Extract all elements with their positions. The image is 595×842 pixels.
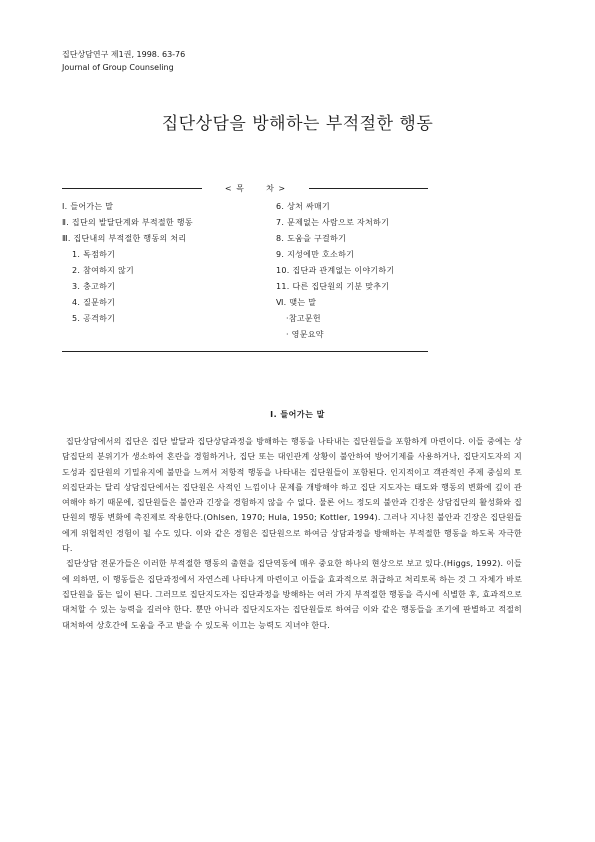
toc-item: 9. 지성에만 호소하기 xyxy=(276,250,355,259)
toc-item: 5. 공격하기 xyxy=(72,314,116,323)
toc-item: 11. 다른 집단원의 기분 맞추기 xyxy=(276,282,390,291)
toc-header xyxy=(62,183,428,195)
journal-name-english: Journal of Group Counseling xyxy=(62,62,174,72)
toc-item: 4. 질문하기 xyxy=(72,298,116,307)
toc-item: 3. 충고하기 xyxy=(72,282,116,291)
toc-item: 7. 문제없는 사람으로 자처하기 xyxy=(276,218,390,227)
toc-item: 8. 도움을 구걸하기 xyxy=(276,234,347,243)
body-text xyxy=(62,434,522,633)
toc-column-right xyxy=(276,199,395,343)
toc-item: 6. 상처 싸매기 xyxy=(276,202,331,211)
toc-item: Ⅲ. 집단내의 부적절한 행동의 처리 xyxy=(62,234,187,243)
toc-rule-left xyxy=(62,188,202,189)
toc-rule-bottom xyxy=(62,351,428,352)
paragraph: 집단상담 전문가들은 이러한 부적절한 행동의 출현을 집단역동에 매우 중요한 하나의 현상으로 보고 있다.(Higgs, 1992). 이들에 의하면, 이 행동들은 집단과정에서 자연스레 나타나게 마련이고 이들을 효과적으로 취급하고 처리토록 하는 것 그 자체가 바로 집단원을 돕는 일이 된다. 그러므로 집단지도자는 집단과정을 방해하는 여러 가지 부적절한 행동을 즉시에 식별한 후, 효과적으로 대처할 수 있는 능력을 길러야 한다. 뿐만 아니라 집단지도자는 집단원들로 하여금 이와 같은 행동들을 조기에 판별하고 적절히 대처하여 상호간에 도움을 주고 받을 수 있도록 이끄는 능력도 지녀야 한다. xyxy=(62,559,522,630)
toc-label: < 목 차 > xyxy=(224,184,287,193)
toc-item: ·참고문헌 xyxy=(286,314,321,323)
toc-item: 1. 독점하기 xyxy=(72,250,116,259)
journal-info xyxy=(62,49,185,74)
paper-title: 집단상담을 방해하는 부적절한 행동 xyxy=(161,114,434,134)
toc-item: Ⅵ. 맺는 말 xyxy=(276,298,317,307)
toc-item: 10. 집단과 관계없는 이야기하기 xyxy=(276,266,395,275)
section-heading: Ⅰ. 들어가는 말 xyxy=(270,410,325,419)
toc-column-left xyxy=(62,199,193,327)
toc-item: Ⅰ. 들어가는 말 xyxy=(62,202,114,211)
toc-item: · 영문요약 xyxy=(286,330,324,339)
toc-rule-right xyxy=(309,188,428,189)
toc-item: 2. 참여하지 않기 xyxy=(72,266,135,275)
journal-citation-korean: 집단상담연구 제1권, 1998. 63-76 xyxy=(62,50,186,59)
toc-item: Ⅱ. 집단의 발달단계와 부적절한 행동 xyxy=(62,218,193,227)
paragraph: 집단상담에서의 집단은 집단 발달과 집단상담과정을 방해하는 행동을 나타내는 집단원들을 포함하게 마련이다. 이들 중에는 상담집단의 분위기가 생소하여 혼란을 경험하거나, 집단 또는 대인관계 상황이 불안하여 방어기제를 사용하거나, 집단지도자의 지도성과 집단원의 기밀유지에 불만을 느껴서 저항적 행동을 나타내는 집단원들이 포함된다. 인지적이고 객관적인 주제 중심의 토의집단과는 달리 상담집단에서는 집단원은 사적인 느낌이나 문제를 개방해야 하고 집단 지도자는 태도와 행동의 변화에 깊이 관여해야 하기 때문에, 집단원들은 불안과 긴장을 경험하지 않을 수 없다. 물론 어느 정도의 불안과 긴장은 상담집단의 활성화와 집단원의 행동 변화에 촉진제로 작용한다.(Ohlsen, 1970; Hula, 1950; Kottler, 1994). 그러나 지나친 불안과 긴장은 집단원들에게 위협적인 경험이 될 수도 있다. 이와 같은 경험은 집단원으로 하여금 상담과정을 방해하는 부적절한 행동을 하도록 자극한다. xyxy=(62,437,522,554)
